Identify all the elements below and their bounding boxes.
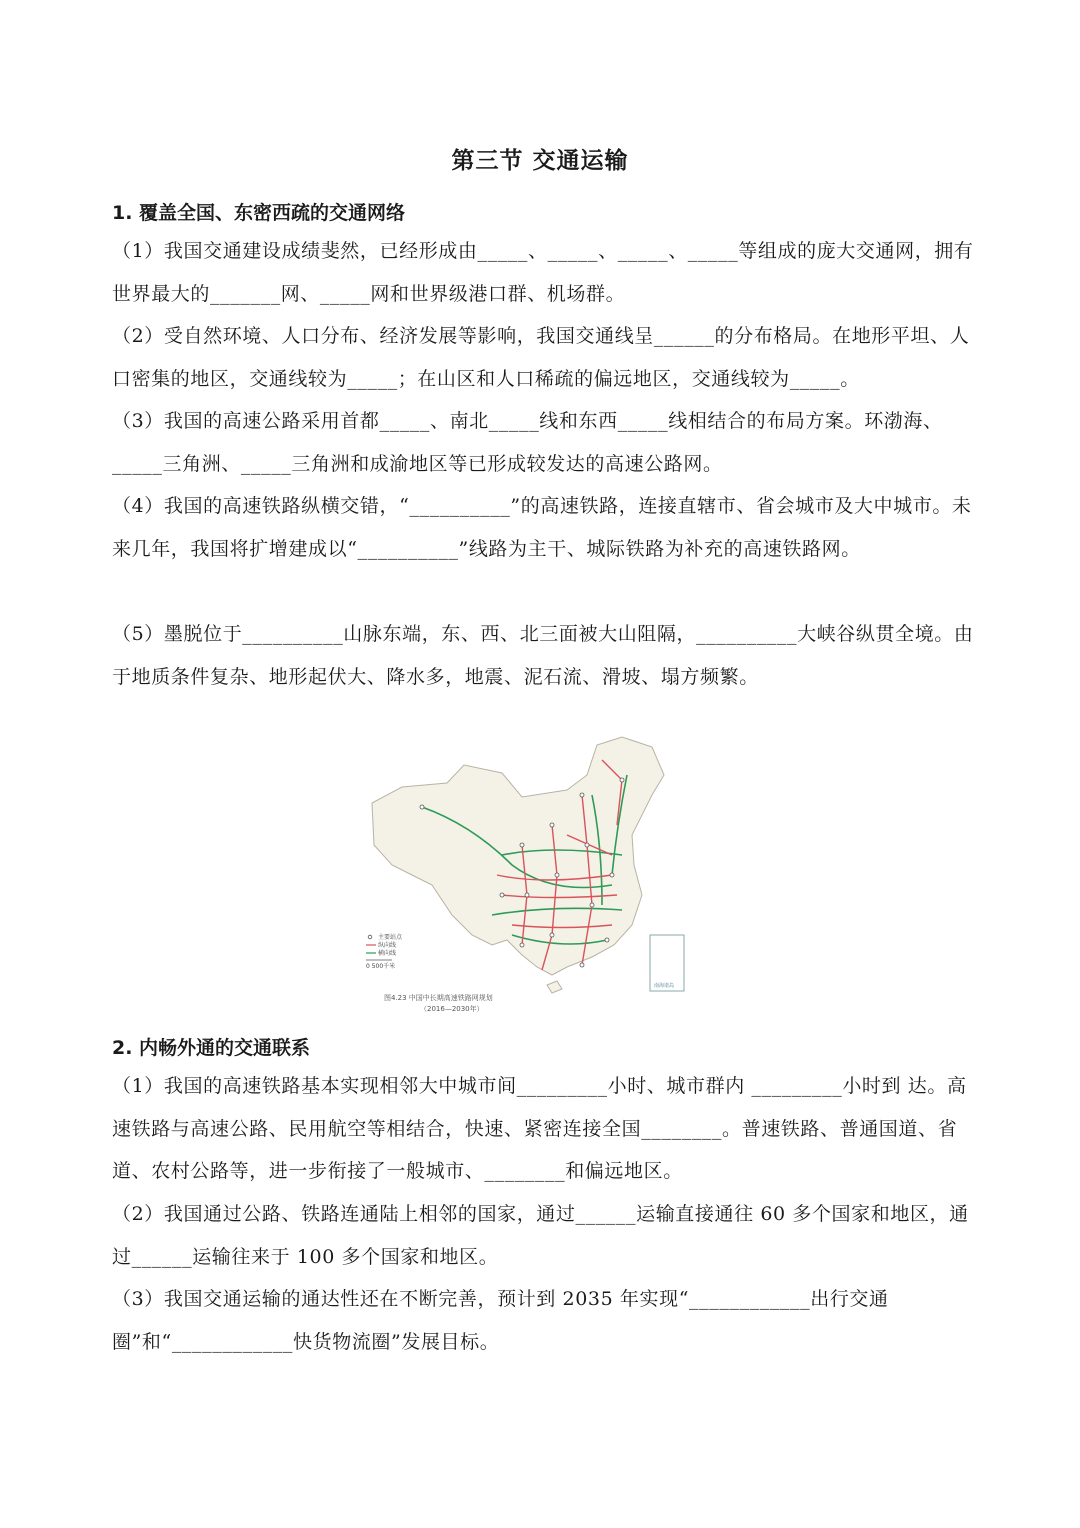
paragraph-2-2: （2）我国通过公路、铁路连通陆上相邻的国家，通过______运输直接通往 60 多个国家和地区，通过______运输往来于 100 多个国家和地区。 <box>112 1203 969 1268</box>
paragraph-1-5: （5）墨脱位于__________山脉东端，东、西、北三面被大山阻隔，__________大峡谷纵贯全境。由于地质条件复杂、地形起伏大、降水多，地震、泥石流、滑坡、塌方频繁。 <box>112 623 974 688</box>
map-landmass <box>372 737 664 975</box>
legend-horizontal: 横向线 <box>378 950 397 957</box>
paragraph-2-1: （1）我国的高速铁路基本实现相邻大中城市间_________小时、城市群内 _________小时到 达。高速铁路与高速公路、民用航空等相结合，快速、紧密连接全国________。普速铁路、普通国道、省道、农村公路等，进一步衔接了一般城市、________和偏远地区。 <box>112 1075 967 1182</box>
china-railway-map <box>352 735 688 995</box>
section-2-heading: 2. 内畅外通的交通联系 <box>112 1037 311 1059</box>
figure-caption <box>384 993 544 1015</box>
paragraph-2-3: （3）我国交通运输的通达性还在不断完善，预计到 2035 年实现“____________出行交通圈”和“____________快货物流圈”发展目标。 <box>112 1288 889 1353</box>
hainan-island <box>547 981 562 993</box>
paragraph-1-3: （3）我国的高速公路采用首都_____、南北_____线和东西_____线相结合的布局方案。环渤海、_____三角洲、_____三角洲和成渝地区等已形成较发达的高速公路网。 <box>112 410 943 475</box>
figure-caption-years: （2016—2030年） <box>420 1005 484 1013</box>
section-1-heading: 1. 覆盖全国、东密西疏的交通网络 <box>112 202 406 224</box>
figure-caption-title: 图4.23 中国中长期高速铁路网规划 <box>384 994 493 1002</box>
legend-scale: 0 500千米 <box>366 963 396 970</box>
page-title: 第三节 交通运输 <box>451 148 629 174</box>
paragraph-1-4: （4）我国的高速铁路纵横交错，“__________”的高速铁路，连接直辖市、省会城市及大中城市。未来几年，我国将扩增建成以“__________”线路为主干、城际铁路为补充的高速铁路网。 <box>112 495 972 560</box>
paragraph-1-1: （1）我国交通建设成绩斐然，已经形成由_____、_____、_____、_____等组成的庞大交通网，拥有世界最大的_______网、_____网和世界级港口群、机场群。 <box>112 240 974 305</box>
railway-map-figure <box>352 735 688 1020</box>
paragraph-1-2: （2）受自然环境、人口分布、经济发展等影响，我国交通线呈______的分布格局。在地形平坦、人口密集的地区，交通线较为_____；在山区和人口稀疏的偏远地区，交通线较为_____。 <box>112 325 970 390</box>
legend-station: 主要站点 <box>378 934 403 941</box>
legend-vertical: 纵向线 <box>378 942 397 949</box>
inset-label: 南海诸岛 <box>654 983 675 989</box>
